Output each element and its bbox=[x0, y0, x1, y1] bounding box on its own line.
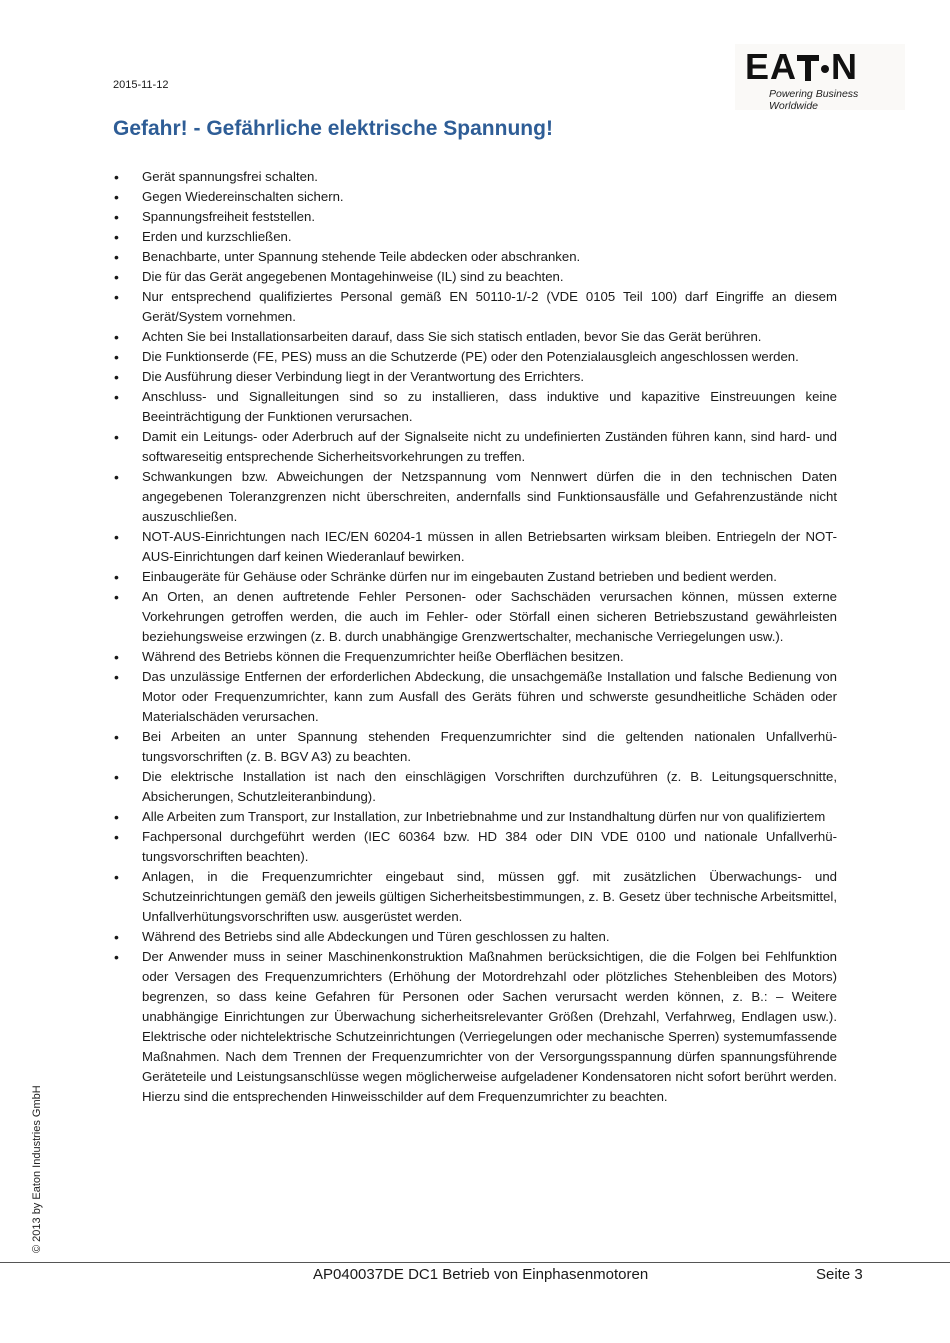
list-item: • Das unzulässige Entfernen der erforderlichen Abdeckung, die unsachgemäße Installation und falsche Bedienung von Motor oder Frequenzumrichter, kann zum Ausfall des Geräts führen und schwerste gesundheitliche Schäden oder Materialschäden verursachen. bbox=[113, 667, 837, 727]
list-item: • Nur entsprechend qualifiziertes Personal gemäß EN 50110-1/-2 (VDE 0105 Teil 100) darf Eingriffe an diesem Gerät/System vornehmen. bbox=[113, 287, 837, 327]
list-item: • Anschluss- und Signalleitungen sind so zu installieren, dass induktive und kapazitive Einstreuungen keine Beeinträchtigung der Funktionen verursachen. bbox=[113, 387, 837, 427]
eaton-logo bbox=[735, 44, 905, 110]
list-item: • Die elektrische Installation ist nach den einschlägigen Vorschriften durchzuführen (z. B. Leitungsquerschnitte, Absicherungen, Schutzleiteranbindung). bbox=[113, 767, 837, 807]
list-item: • Der Anwender muss in seiner Maschinenkonstruktion Maßnahmen berücksichtigen, die die Folgen bei Fehlfunktion oder Versagen des Frequenzumrichters (Erhöhung der Motordrehzahl oder plötzliches Stehenbleiben des Motors) begrenzen, so dass keine Gefahren für Personen oder Sachen verursacht werden können, z. B.: – Weitere unabhängige Einrichtungen zur Überwachung sicherheitsrelevanter Größen (Drehzahl, Verfahrweg, Endlagen usw.). Elektrische oder nichtelektrische Schutzeinrichtungen (Verriegelungen oder mechanische Sperren) systemumfassende Maßnahmen. Nach dem Trennen der Frequenzumrichter von der Versorgungsspannung dürfen spannungsführende Geräteteile und Leistungsanschlüsse wegen möglicherweise aufgeladener Kondensatoren nicht sofort berührt werden. Hierzu sind die entsprechenden Hinweisschilder auf dem Frequenzumrichter zu beachten. bbox=[113, 947, 837, 1107]
list-item: • Benachbarte, unter Spannung stehende Teile abdecken oder abschranken. bbox=[113, 247, 837, 267]
page-title: Gefahr! - Gefährliche elektrische Spannung! bbox=[113, 117, 553, 140]
logo-dot-icon bbox=[821, 65, 829, 73]
list-item: • Während des Betriebs sind alle Abdeckungen und Türen geschlossen zu halten. bbox=[113, 927, 837, 947]
list-item: • Schwankungen bzw. Abweichungen der Netzspannung vom Nennwert dürfen die in den technischen Daten angegebenen Toleranzgrenzen nicht überschreiten, andernfalls sind Funktionsausfälle und Gefahrenzustände nicht auszuschließen. bbox=[113, 467, 837, 527]
footer-divider bbox=[0, 1262, 950, 1263]
list-item: • Spannungsfreiheit feststellen. bbox=[113, 207, 837, 227]
list-item: • Gegen Wiedereinschalten sichern. bbox=[113, 187, 837, 207]
list-item: • Achten Sie bei Installationsarbeiten darauf, dass Sie sich statisch entladen, bevor Sie das Gerät berühren. bbox=[113, 327, 837, 347]
logo-wordmark: EA N bbox=[745, 46, 859, 87]
document-date: 2015-11-12 bbox=[113, 79, 169, 91]
list-item: • Einbaugeräte für Gehäuse oder Schränke dürfen nur im eingebauten Zustand betrieben und bedient werden. bbox=[113, 567, 837, 587]
list-item: • Die für das Gerät angegebenen Montagehinweise (IL) sind zu beachten. bbox=[113, 267, 837, 287]
list-item: • Damit ein Leitungs- oder Aderbruch auf der Signalseite nicht zu undefinierten Zuständen führen kann, sind hard- und softwareseitig entsprechende Sicherheitsvorkehrungen zu treffen. bbox=[113, 427, 837, 467]
footer-document-title: AP040037DE DC1 Betrieb von Einphasenmotoren bbox=[313, 1266, 649, 1283]
list-item: • Anlagen, in die Frequenzumrichter eingebaut sind, müssen ggf. mit zusätzlichen Überwachungs- und Schutzeinrichtungen gemäß den jeweils gültigen Sicherheitsbestimmungen, z. B. Gesetz über technische Arbeitsmittel, Unfallverhütungsvorschriften usw. ausgerüstet werden. bbox=[113, 867, 837, 927]
logo-tagline: Powering Business Worldwide bbox=[769, 88, 859, 112]
list-item: • Die Funktionserde (FE, PES) muss an die Schutzerde (PE) oder den Potenzialausgleich angeschlossen werden. bbox=[113, 347, 837, 367]
list-item: • Die Ausführung dieser Verbindung liegt in der Verantwortung des Errichters. bbox=[113, 367, 837, 387]
list-item: • An Orten, an denen auftretende Fehler Personen- oder Sachschäden verursachen können, müssen externe Vorkehrungen getroffen werden, die auch im Fehler- oder Störfall einen sicheren Betriebszustand gewährleisten beziehungsweise erzwingen (z. B. durch unabhängige Grenzwertschalter, mechanische Verriegelungen usw.). bbox=[113, 587, 837, 647]
list-item: • Fachpersonal durchgeführt werden (IEC 60364 bzw. HD 384 oder DIN VDE 0100 und nationale Unfallverhütungsvorschriften beachten). bbox=[113, 827, 837, 867]
copyright-notice: © 2013 by Eaton Industries GmbH bbox=[31, 1085, 43, 1253]
list-item: • NOT-AUS-Einrichtungen nach IEC/EN 60204-1 müssen in allen Betriebsarten wirksam bleiben. Entriegeln der NOT-AUS-Einrichtungen darf keinen Wiederanlauf bewirken. bbox=[113, 527, 837, 567]
list-item: • Während des Betriebs können die Frequenzumrichter heiße Oberflächen besitzen. bbox=[113, 647, 837, 667]
list-item: • Gerät spannungsfrei schalten. bbox=[113, 167, 837, 187]
safety-instructions-list bbox=[113, 167, 837, 1107]
list-item: • Erden und kurzschließen. bbox=[113, 227, 837, 247]
list-item: • Alle Arbeiten zum Transport, zur Installation, zur Inbetriebnahme und zur Instandhaltung dürfen nur von qualifiziertem bbox=[113, 807, 837, 827]
list-item: • Bei Arbeiten an unter Spannung stehenden Frequenzumrichter sind die geltenden nationalen Unfallverhütungsvorschriften (z. B. BGV A3) zu beachten. bbox=[113, 727, 837, 767]
footer-page-number: Seite 3 bbox=[816, 1266, 863, 1283]
